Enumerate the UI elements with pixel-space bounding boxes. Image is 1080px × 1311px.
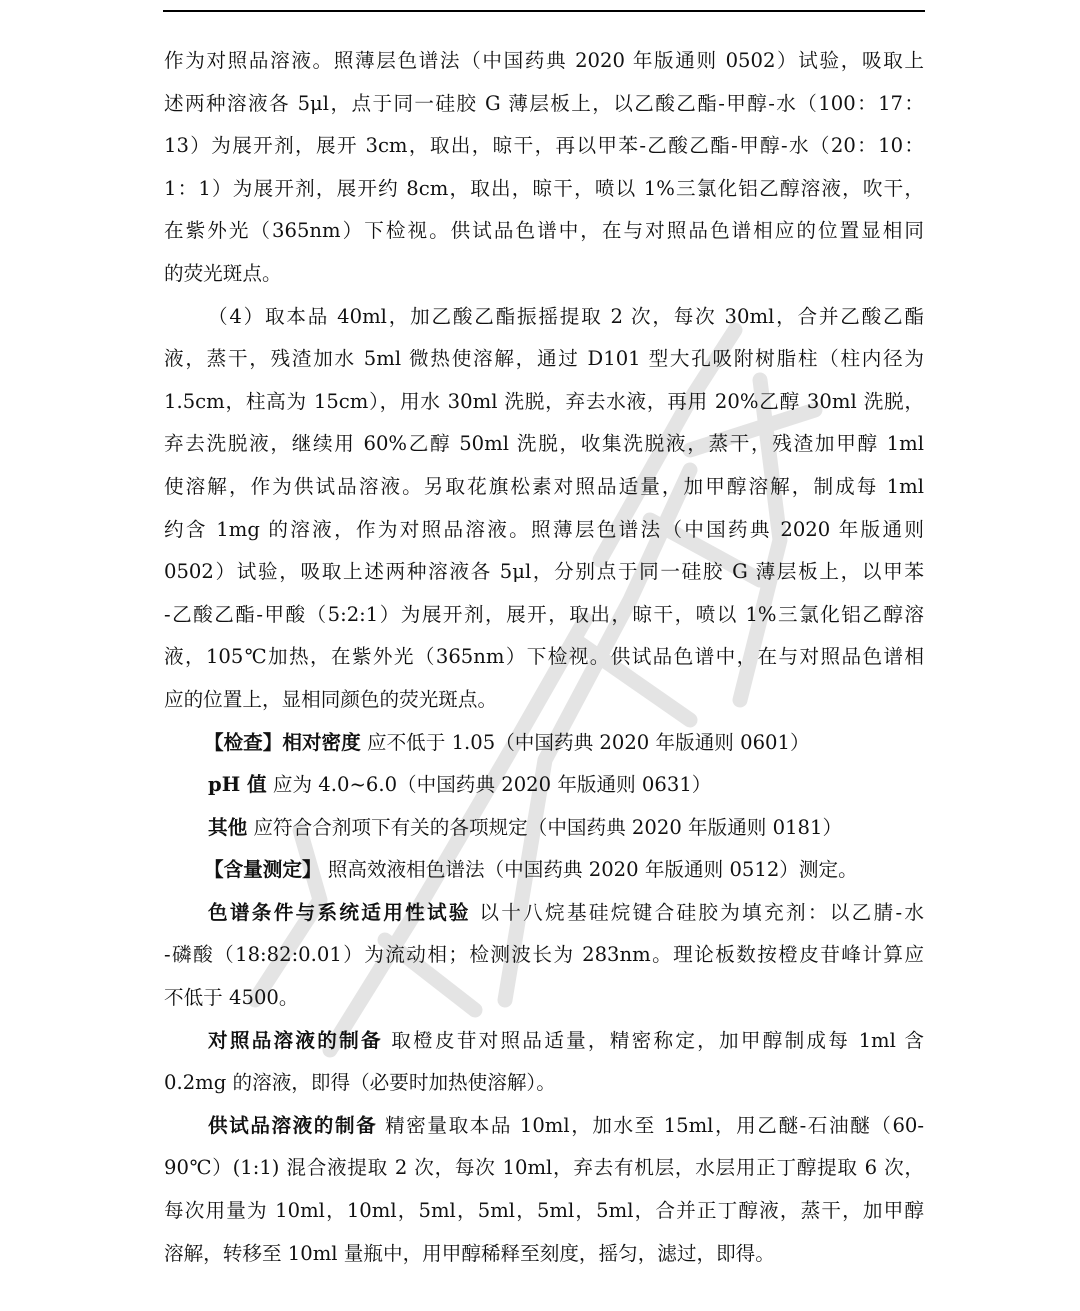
text-line: 液，105℃加热，在紫外光（365nm）下检视。供试品色谱中，在与对照品色谱相 (164, 645, 924, 669)
text-line: 溶解，转移至 10ml 量瓶中，用甲醇稀释至刻度，摇匀，滤过，即得。 (164, 1241, 775, 1265)
text-line: 液，蒸干，残渣加水 5ml 微热使溶解，通过 D101 型大孔吸附树脂柱（柱内径为 (164, 347, 924, 371)
section-text: 应不低于 1.05（中国药典 2020 年版通则 0601） (366, 730, 810, 754)
document-body (164, 40, 924, 1275)
section-heading: 【检查】相对密度 (204, 730, 361, 754)
text-line: 使溶解，作为供试品溶液。另取花旗松素对照品适量，加甲醇溶解，制成每 1ml (164, 474, 924, 498)
section-ph (164, 764, 924, 807)
text-line: -磷酸（18:82:0.01）为流动相；检测波长为 283nm。理论板数按橙皮苷峰计算应 (164, 943, 924, 967)
section-text: 以十八烷基硅烷键合硅胶为填充剂：以乙腈-水 (479, 900, 925, 924)
text-line: 1：1）为展开剂，展开约 8cm，取出，晾干，喷以 1%三氯化铝乙醇溶液，吹干， (164, 176, 924, 200)
section-check (164, 722, 924, 765)
text-line: 在紫外光（365nm）下检视。供试品色谱中，在与对照品色谱相应的位置显相同 (164, 219, 924, 243)
text-line: 90℃）(1:1) 混合液提取 2 次，每次 10ml，弃去有机层，水层用正丁醇提取 6 次， (164, 1156, 924, 1180)
text-line: -乙酸乙酯-甲酸（5:2:1）为展开剂，展开，取出，晾干，喷以 1%三氯化铝乙醇溶 (164, 602, 924, 626)
section-assay (164, 849, 924, 892)
section-ref-prep (164, 1020, 924, 1063)
text-line: 应的位置上，显相同颜色的荧光斑点。 (164, 687, 498, 711)
section-heading: 色谱条件与系统适用性试验 (208, 900, 471, 924)
text-line: 不低于 4500。 (164, 986, 299, 1010)
section-text: 取橙皮苷对照品适量，精密称定，加甲醇制成每 1ml 含 (391, 1028, 924, 1052)
text-line: 的荧光斑点。 (164, 261, 282, 285)
section-heading: 【含量测定】 (204, 858, 322, 882)
section-test-prep (164, 1105, 924, 1148)
section-text: 应为 4.0~6.0（中国药典 2020 年版通则 0631） (272, 773, 712, 797)
section-text: 照高效液相色谱法（中国药典 2020 年版通则 0512）测定。 (327, 858, 858, 882)
text-line: 弃去洗脱液，继续用 60%乙醇 50ml 洗脱，收集洗脱液，蒸干，残渣加甲醇 1ml (164, 432, 924, 456)
section-heading: 其他 (208, 815, 248, 839)
section-heading: pH 值 (208, 773, 267, 797)
text-line: （4）取本品 40ml，加乙酸乙酯振摇提取 2 次，每次 30ml，合并乙酸乙酯 (208, 304, 924, 328)
section-chrom (164, 892, 924, 935)
text-line: 0.2mg 的溶液，即得（必要时加热使溶解）。 (164, 1071, 556, 1095)
section-text: 精密量取本品 10ml，加水至 15ml，用乙醚-石油醚（60- (385, 1113, 925, 1137)
text-line: 约含 1mg 的溶液，作为对照品溶液。照薄层色谱法（中国药典 2020 年版通则 (164, 517, 924, 541)
text-line: 述两种溶液各 5μl，点于同一硅胶 G 薄层板上，以乙酸乙酯-甲醇-水（100：17： (164, 91, 924, 115)
text-line: 每次用量为 10ml，10ml，5ml，5ml，5ml，5ml，合并正丁醇液，蒸干，加甲醇 (164, 1199, 924, 1223)
section-heading: 对照品溶液的制备 (208, 1028, 383, 1052)
section-text: 应符合合剂项下有关的各项规定（中国药典 2020 年版通则 0181） (253, 815, 843, 839)
text-line: 1.5cm，柱高为 15cm），用水 30ml 洗脱，弃去水液，再用 20%乙醇 30ml 洗脱， (164, 389, 924, 413)
section-other (164, 807, 924, 850)
text-line: 13）为展开剂，展开 3cm，取出，晾干，再以甲苯-乙酸乙酯-甲醇-水（20：10： (164, 134, 924, 158)
text-line: 0502）试验，吸取上述两种溶液各 5μl，分别点于同一硅胶 G 薄层板上，以甲苯 (164, 560, 924, 584)
top-rule (163, 10, 925, 12)
text-line: 作为对照品溶液。照薄层色谱法（中国药典 2020 年版通则 0502）试验，吸取上 (164, 49, 924, 72)
section-heading: 供试品溶液的制备 (208, 1113, 378, 1137)
